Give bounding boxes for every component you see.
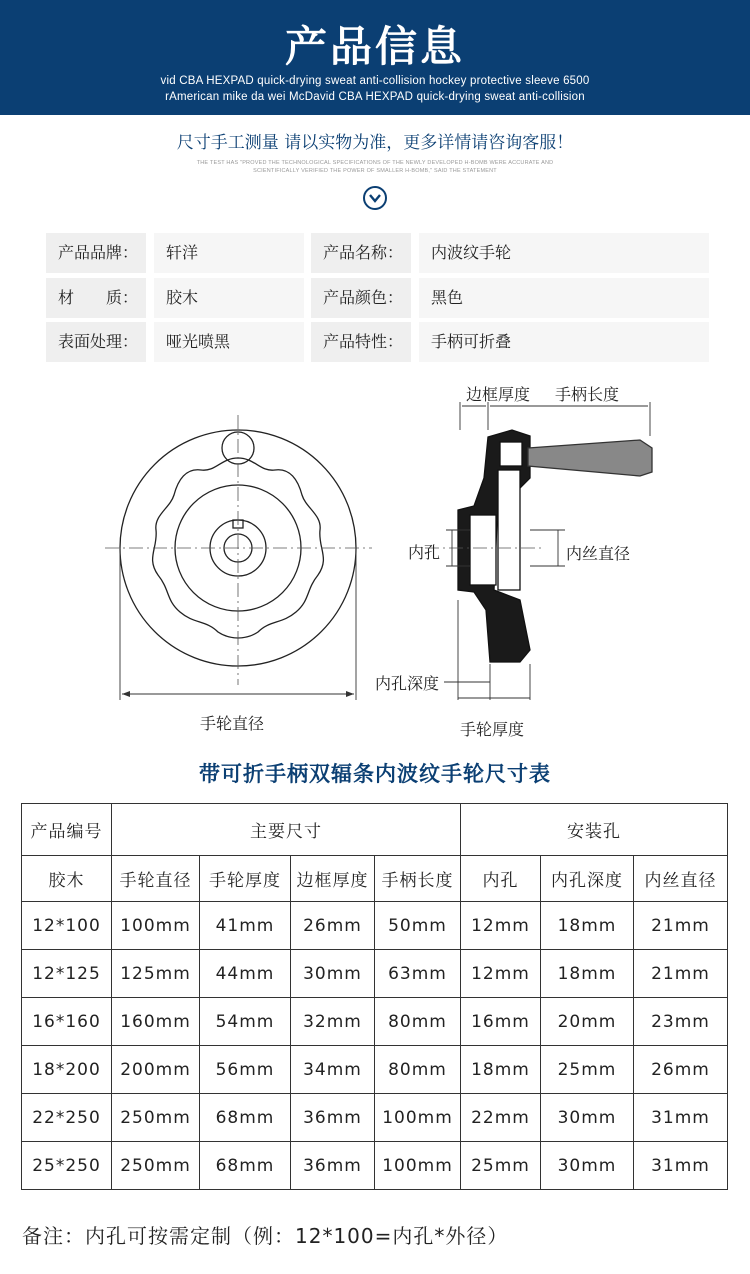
- table-cell: 125mm: [112, 950, 200, 998]
- header-product-code: 产品编号: [22, 804, 112, 856]
- column-header: 内丝直径: [634, 856, 728, 902]
- column-header: 手轮厚度: [200, 856, 291, 902]
- table-cell: 22*250: [22, 1094, 112, 1142]
- table-column-header-row: [22, 856, 728, 902]
- table-cell: 36mm: [291, 1094, 375, 1142]
- header-subtitle-2: rAmerican mike da wei McDavid CBA HEXPAD quick-drying sweat anti-collision: [165, 91, 585, 103]
- table-cell: 30mm: [541, 1142, 634, 1190]
- table-cell: 21mm: [634, 902, 728, 950]
- table-cell: 12*100: [22, 902, 112, 950]
- table-cell: 80mm: [375, 998, 461, 1046]
- column-header: 手柄长度: [375, 856, 461, 902]
- table-cell: 25mm: [461, 1142, 541, 1190]
- table-cell: 68mm: [200, 1142, 291, 1190]
- table-cell: 23mm: [634, 998, 728, 1046]
- info-value: 哑光喷黑: [154, 322, 304, 362]
- table-cell: 100mm: [375, 1094, 461, 1142]
- table-cell: 50mm: [375, 902, 461, 950]
- table-cell: 22mm: [461, 1094, 541, 1142]
- table-cell: 32mm: [291, 998, 375, 1046]
- table-cell: 18mm: [461, 1046, 541, 1094]
- info-value: 轩洋: [154, 233, 304, 273]
- table-row: [22, 998, 728, 1046]
- table-cell: 56mm: [200, 1046, 291, 1094]
- table-cell: 31mm: [634, 1094, 728, 1142]
- handle-side: [528, 440, 652, 476]
- remark-note: 备注：内孔可按需定制（例：12*100=内孔*外径）: [22, 1224, 509, 1248]
- table-cell: 44mm: [200, 950, 291, 998]
- table-row: [22, 1142, 728, 1190]
- table-cell: 100mm: [112, 902, 200, 950]
- column-header: 手轮直径: [112, 856, 200, 902]
- info-label: 表面处理：: [46, 322, 146, 362]
- column-header: 内孔深度: [541, 856, 634, 902]
- measurement-notice: 尺寸手工测量 请以实物为准，更多详情请咨询客服！: [176, 133, 574, 153]
- table-cell: 200mm: [112, 1046, 200, 1094]
- table-cell: 250mm: [112, 1142, 200, 1190]
- table-cell: 12*125: [22, 950, 112, 998]
- table-cell: 34mm: [291, 1046, 375, 1094]
- table-cell: 250mm: [112, 1094, 200, 1142]
- column-header: 胶木: [22, 856, 112, 902]
- header-subtitle-1: vid CBA HEXPAD quick-drying sweat anti-collision hockey protective sleeve 6500: [160, 75, 590, 87]
- table-cell: 63mm: [375, 950, 461, 998]
- fine-print-1: THE TEST HAS "PROVED THE TECHNOLOGICAL SPECIFICATIONS OF THE NEWLY DEVELOPED H-BOMB WERE ACCURATE AND: [196, 160, 554, 166]
- table-cell: 31mm: [634, 1142, 728, 1190]
- table-group-header-row: [22, 804, 728, 856]
- label-handle-length: 手柄长度: [555, 385, 620, 404]
- table-cell: 12mm: [461, 950, 541, 998]
- table-title: 带可折手柄双辐条内波纹手轮尺寸表: [199, 762, 551, 786]
- table-cell: 12mm: [461, 902, 541, 950]
- column-header: 内孔: [461, 856, 541, 902]
- label-wheel-diameter: 手轮直径: [200, 714, 265, 733]
- table-cell: 100mm: [375, 1142, 461, 1190]
- table-cell: 30mm: [291, 950, 375, 998]
- table-cell: 30mm: [541, 1094, 634, 1142]
- table-cell: 18*200: [22, 1046, 112, 1094]
- info-value: 手柄可折叠: [419, 322, 709, 362]
- column-header: 边框厚度: [291, 856, 375, 902]
- info-label: 产品颜色：: [311, 278, 411, 318]
- info-value: 内波纹手轮: [419, 233, 709, 273]
- chevron-down-circle-icon: [363, 186, 387, 210]
- table-row: [22, 1094, 728, 1142]
- label-wheel-thickness: 手轮厚度: [460, 720, 525, 739]
- table-cell: 80mm: [375, 1046, 461, 1094]
- table-row: [22, 1046, 728, 1094]
- table-cell: 21mm: [634, 950, 728, 998]
- table-cell: 36mm: [291, 1142, 375, 1190]
- table-cell: 18mm: [541, 950, 634, 998]
- table-cell: 25mm: [541, 1046, 634, 1094]
- spec-table: [21, 803, 728, 1190]
- label-thread-diameter: 内丝直径: [566, 544, 631, 563]
- table-row: [22, 950, 728, 998]
- info-label: 材 质：: [46, 278, 146, 318]
- table-cell: 41mm: [200, 902, 291, 950]
- label-bore: 内孔: [408, 543, 441, 562]
- table-cell: 16mm: [461, 998, 541, 1046]
- label-bore-depth: 内孔深度: [375, 674, 440, 693]
- table-cell: 16*160: [22, 998, 112, 1046]
- table-row: [22, 902, 728, 950]
- table-cell: 68mm: [200, 1094, 291, 1142]
- table-cell: 26mm: [291, 902, 375, 950]
- table-cell: 54mm: [200, 998, 291, 1046]
- table-cell: 18mm: [541, 902, 634, 950]
- info-label: 产品名称：: [311, 233, 411, 273]
- info-label: 产品特性：: [311, 322, 411, 362]
- table-cell: 160mm: [112, 998, 200, 1046]
- table-cell: 25*250: [22, 1142, 112, 1190]
- info-value: 黑色: [419, 278, 709, 318]
- info-label: 产品品牌：: [46, 233, 146, 273]
- table-cell: 26mm: [634, 1046, 728, 1094]
- table-cell: 20mm: [541, 998, 634, 1046]
- handwheel-drawing: [0, 375, 750, 745]
- header-main-dimensions: 主要尺寸: [112, 804, 461, 856]
- header-banner: [0, 0, 750, 115]
- info-value: 胶木: [154, 278, 304, 318]
- fine-print-2: SCIENTIFICALLY VERIFIED THE POWER OF SMALLER H-BOMB," SAID THE STATEMENT: [253, 168, 497, 174]
- page-title: 产品信息: [284, 22, 465, 71]
- header-mounting-hole: 安装孔: [461, 804, 728, 856]
- label-rim-thickness: 边框厚度: [466, 385, 531, 404]
